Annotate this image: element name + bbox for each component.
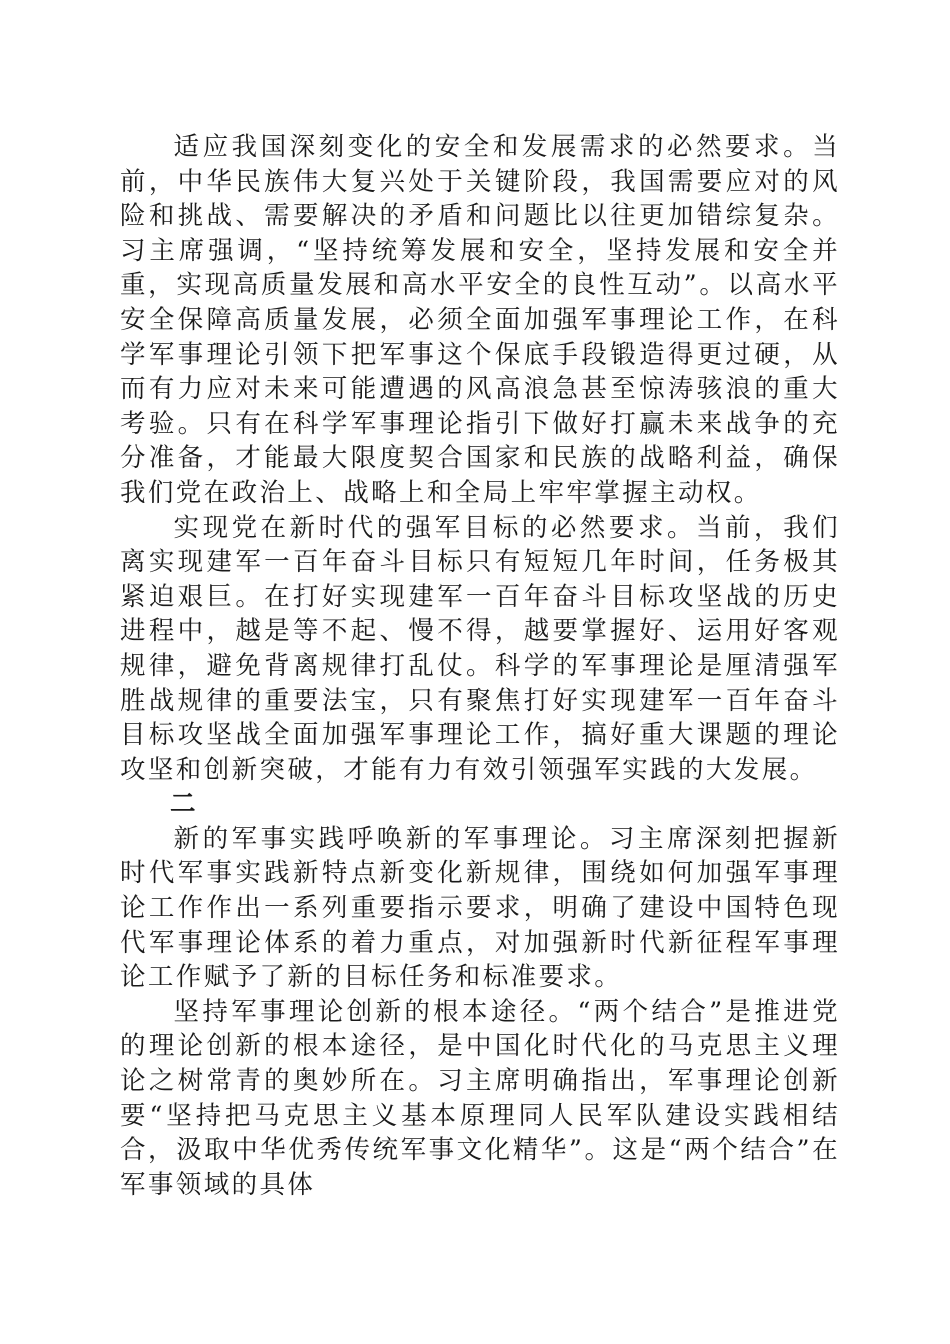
paragraph-security-development: 适应我国深刻变化的安全和发展需求的必然要求。当前，中华民族伟大复兴处于关键阶段，我国需要应对的风险和挑战、需要解决的矛盾和问题比以往更加错综复杂。习主席强调，“坚持统筹发展和安全，坚持发展和安全并重，实现高质量发展和高水平安全的良性互动”。以高水平安全保障高质量发展，必须全面加强军事理论工作，在科学军事理论引领下把军事这个保底手段锻造得更过硬，从而有力应对未来可能遭遇的风高浪急甚至惊涛骇浪的重大考验。只有在科学军事理论指引下做好打赢未来战争的充分准备，才能最大限度契合国家和民族的战略利益，确保我们党在政治上、战略上和全局上牢牢掌握主动权。 [120,132,840,508]
paragraph-new-military-practice: 新的军事实践呼唤新的军事理论。习主席深刻把握新时代军事实践新特点新变化新规律，围绕如何加强军事理论工作作出一系列重要指示要求，明确了建设中国特色现代军事理论体系的着力重点，对加强新时代新征程军事理论工作赋予了新的目标任务和标准要求。 [120,823,840,993]
paragraph-theory-innovation: 坚持军事理论创新的根本途径。“两个结合”是推进党的理论创新的根本途径，是中国化时代化的马克思主义理论之树常青的奥妙所在。习主席明确指出，军事理论创新要“坚持把马克思主义基本原理同人民军队建设实践相结合，汲取中华优秀传统军事文化精华”。这是“两个结合”在军事领域的具体 [120,996,840,1200]
paragraph-strong-military-goal: 实现党在新时代的强军目标的必然要求。当前，我们离实现建军一百年奋斗目标只有短短几年时间，任务极其紧迫艰巨。在打好实现建军一百年奋斗目标攻坚战的历史进程中，越是等不起、慢不得，越要掌握好、运用好客观规律，避免背离规律打乱仗。科学的军事理论是厘清强军胜战规律的重要法宝，只有聚焦打好实现建军一百年奋斗目标攻坚战全面加强军事理论工作，搞好重大课题的理论攻坚和创新突破，才能有力有效引领强军实践的大发展。 [120,512,840,785]
document-body [120,130,840,1202]
section-heading: 二 [170,789,198,820]
